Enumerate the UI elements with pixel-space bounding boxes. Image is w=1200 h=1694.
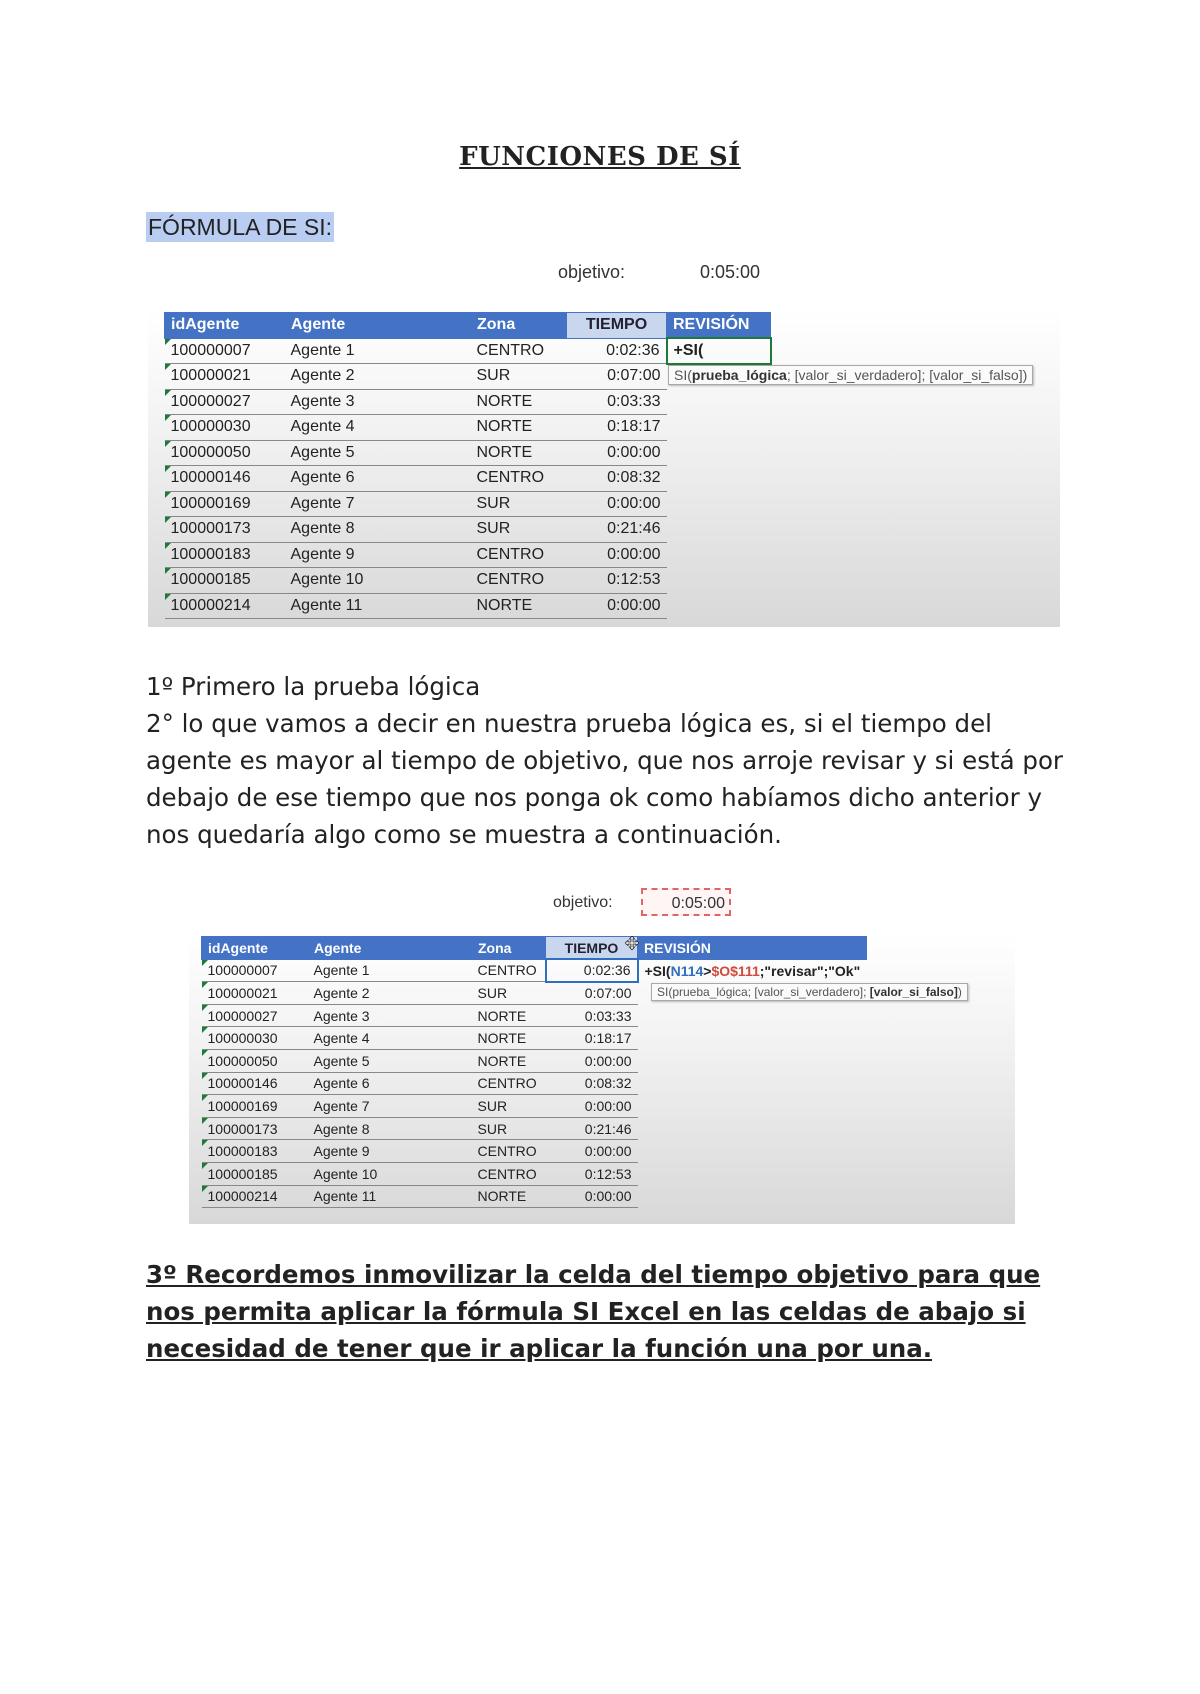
tooltip-end: ) <box>957 985 962 999</box>
agents-table <box>201 936 867 1208</box>
header-zona[interactable]: Zona <box>471 313 567 339</box>
cell-revision[interactable] <box>667 542 771 568</box>
cell-zona[interactable]: CENTRO <box>471 466 567 492</box>
header-revision[interactable]: REVISIÓN <box>667 313 771 339</box>
cell-tiempo[interactable]: 0:08:32 <box>546 1072 638 1095</box>
table-row <box>202 1049 867 1072</box>
cell-revision[interactable] <box>667 338 771 364</box>
cell-revision[interactable] <box>667 491 771 517</box>
cell-zona[interactable]: NORTE <box>472 1185 546 1208</box>
table-row <box>202 1162 867 1185</box>
formula-ref-objetivo: $O$111 <box>711 962 760 979</box>
table-row <box>202 1117 867 1140</box>
cell-agente[interactable]: Agente 7 <box>285 491 471 517</box>
agents-table <box>164 312 772 619</box>
cell-revision[interactable] <box>638 1004 867 1027</box>
cell-tiempo[interactable]: 0:00:00 <box>546 1049 638 1072</box>
cell-zona[interactable]: CENTRO <box>471 338 567 364</box>
cell-zona[interactable]: NORTE <box>471 440 567 466</box>
cell-zona[interactable]: NORTE <box>472 1049 546 1072</box>
cell-agente[interactable]: Agente 4 <box>285 415 471 441</box>
formula-ref-tiempo: N114 <box>670 962 704 979</box>
table-row <box>165 440 771 466</box>
cell-idagente[interactable]: 100000030 <box>165 415 285 441</box>
cell-tiempo[interactable]: 0:12:53 <box>546 1162 638 1185</box>
cell-idagente[interactable]: 100000173 <box>165 517 285 543</box>
cell-agente[interactable]: Agente 11 <box>308 1185 472 1208</box>
cell-revision[interactable] <box>667 415 771 441</box>
header-agente[interactable]: Agente <box>285 313 471 339</box>
excel-screenshot-2 <box>189 888 1015 1224</box>
cell-idagente[interactable]: 100000183 <box>202 1140 308 1163</box>
cell-agente[interactable]: Agente 5 <box>308 1049 472 1072</box>
cell-zona[interactable]: NORTE <box>471 415 567 441</box>
step-2-text: 2° lo que vamos a decir en nuestra prueba lógica es, si el tiempo del agente es mayor al tiempo de objetivo, que nos arroje revisar y si está por debajo de ese tiempo que nos ponga ok como habíamos dicho anterior y nos quedaría algo como se muestra a continuación. <box>146 709 1064 849</box>
cell-zona[interactable]: CENTRO <box>472 959 546 982</box>
cell-revision[interactable] <box>638 1185 867 1208</box>
tooltip-arg-logical-test[interactable]: prueba_lógica <box>691 367 787 383</box>
cell-idagente[interactable]: 100000021 <box>165 364 285 390</box>
header-idagente[interactable]: idAgente <box>202 937 308 960</box>
table-row <box>202 1004 867 1027</box>
cell-idagente[interactable]: 100000169 <box>202 1095 308 1118</box>
cell-idagente[interactable]: 100000185 <box>165 568 285 594</box>
cell-tiempo[interactable]: 0:18:17 <box>567 415 667 441</box>
cell-zona[interactable]: CENTRO <box>472 1162 546 1185</box>
cell-tiempo[interactable]: 0:00:00 <box>567 542 667 568</box>
cell-revision[interactable] <box>638 1072 867 1095</box>
cell-agente[interactable]: Agente 3 <box>285 389 471 415</box>
cell-revision[interactable] <box>638 1095 867 1118</box>
table-row <box>202 1027 867 1050</box>
document-title: FUNCIONES DE SÍ <box>459 142 741 172</box>
function-tooltip <box>668 365 1033 385</box>
cell-revision[interactable] <box>638 959 867 982</box>
cell-idagente[interactable]: 100000030 <box>202 1027 308 1050</box>
table-row <box>165 542 771 568</box>
header-tiempo[interactable]: TIEMPO <box>567 313 667 339</box>
table-row <box>165 338 771 364</box>
cell-idagente[interactable]: 100000027 <box>202 1004 308 1027</box>
cell-zona[interactable]: CENTRO <box>472 1072 546 1095</box>
cell-tiempo[interactable]: 0:02:36 <box>546 959 638 982</box>
cell-idagente[interactable]: 100000169 <box>165 491 285 517</box>
formula-suffix: ;"revisar";"Ok" <box>759 962 861 979</box>
cell-tiempo[interactable]: 0:12:53 <box>567 568 667 594</box>
cell-zona[interactable]: SUR <box>471 364 567 390</box>
cell-zona[interactable]: CENTRO <box>471 542 567 568</box>
step-3-note: 3º Recordemos inmovilizar la celda del tiempo objetivo para que nos permita aplicar la fórmula SI Excel en las celdas de abajo si necesidad de tener que ir aplicar la función una por una. <box>146 1260 1041 1363</box>
cell-zona[interactable]: SUR <box>472 982 546 1005</box>
tooltip-fn: SI( <box>674 367 692 383</box>
cell-idagente[interactable]: 100000007 <box>165 338 285 364</box>
table-row <box>165 568 771 594</box>
cell-revision[interactable] <box>638 1049 867 1072</box>
cell-agente[interactable]: Agente 10 <box>308 1162 472 1185</box>
cell-idagente[interactable]: 100000214 <box>202 1185 308 1208</box>
table-row <box>165 491 771 517</box>
cell-tiempo[interactable]: 0:08:32 <box>567 466 667 492</box>
table-row <box>165 389 771 415</box>
cell-tiempo[interactable]: 0:03:33 <box>546 1004 638 1027</box>
cell-zona[interactable]: SUR <box>472 1117 546 1140</box>
formula-prefix: +SI( <box>644 962 671 979</box>
cell-revision[interactable] <box>667 593 771 619</box>
cell-tiempo[interactable]: 0:02:36 <box>567 338 667 364</box>
cell-tiempo[interactable]: 0:00:00 <box>546 1185 638 1208</box>
objective-value-referenced[interactable]: 0:05:00 <box>641 888 731 916</box>
cell-tiempo[interactable]: 0:07:00 <box>567 364 667 390</box>
cell-agente[interactable]: Agente 3 <box>308 1004 472 1027</box>
header-zona[interactable]: Zona <box>472 937 546 960</box>
cell-idagente[interactable]: 100000183 <box>165 542 285 568</box>
cell-agente[interactable]: Agente 4 <box>308 1027 472 1050</box>
cell-revision[interactable] <box>667 517 771 543</box>
cell-agente[interactable]: Agente 6 <box>285 466 471 492</box>
cell-zona[interactable]: SUR <box>472 1095 546 1118</box>
header-agente[interactable]: Agente <box>308 937 472 960</box>
cell-idagente[interactable]: 100000021 <box>202 982 308 1005</box>
cell-idagente[interactable]: 100000173 <box>202 1117 308 1140</box>
cell-agente[interactable]: Agente 9 <box>308 1140 472 1163</box>
cell-idagente[interactable]: 100000185 <box>202 1162 308 1185</box>
cell-agente[interactable]: Agente 6 <box>308 1072 472 1095</box>
cell-revision[interactable] <box>638 1117 867 1140</box>
cell-agente[interactable]: Agente 9 <box>285 542 471 568</box>
cell-idagente[interactable]: 100000146 <box>202 1072 308 1095</box>
cell-agente[interactable]: Agente 8 <box>308 1117 472 1140</box>
table-row <box>165 466 771 492</box>
header-revision[interactable]: REVISIÓN <box>638 937 867 960</box>
step-1-text: 1º Primero la prueba lógica <box>146 672 481 701</box>
cell-idagente[interactable]: 100000146 <box>165 466 285 492</box>
cell-zona[interactable]: CENTRO <box>472 1140 546 1163</box>
cell-revision[interactable] <box>667 440 771 466</box>
cell-revision[interactable] <box>638 1140 867 1163</box>
table-row <box>202 1185 867 1208</box>
cell-revision[interactable] <box>667 466 771 492</box>
cell-zona[interactable]: SUR <box>471 491 567 517</box>
cell-agente[interactable]: Agente 2 <box>285 364 471 390</box>
table-row <box>202 959 867 982</box>
table-row <box>202 1072 867 1095</box>
cell-idagente[interactable]: 100000007 <box>202 959 308 982</box>
cell-revision[interactable] <box>638 1162 867 1185</box>
cell-agente[interactable]: Agente 5 <box>285 440 471 466</box>
header-idagente[interactable]: idAgente <box>165 313 285 339</box>
cell-tiempo[interactable]: 0:00:00 <box>546 1095 638 1118</box>
cell-zona[interactable]: NORTE <box>472 1004 546 1027</box>
cell-zona[interactable]: NORTE <box>471 593 567 619</box>
cell-tiempo[interactable]: 0:07:00 <box>546 982 638 1005</box>
table-header-row <box>165 313 771 339</box>
table-row <box>202 1140 867 1163</box>
header-tiempo[interactable]: TIEMPO <box>546 937 638 960</box>
cell-idagente[interactable]: 100000050 <box>165 440 285 466</box>
table-row <box>202 1095 867 1118</box>
objective-label: objetivo: <box>553 894 613 911</box>
cell-zona[interactable]: SUR <box>471 517 567 543</box>
cell-agente[interactable]: Agente 1 <box>308 959 472 982</box>
cell-tiempo[interactable]: 0:00:00 <box>567 593 667 619</box>
table-row <box>165 517 771 543</box>
cell-zona[interactable]: NORTE <box>471 389 567 415</box>
cell-revision[interactable] <box>667 389 771 415</box>
objective-label: objetivo: <box>558 262 626 282</box>
objective-value: 0:05:00 <box>700 262 761 282</box>
function-tooltip <box>651 983 968 1001</box>
cell-revision[interactable] <box>667 568 771 594</box>
tooltip-start: SI(prueba_lógica; [valor_si_verdadero]; <box>657 985 870 999</box>
cell-zona[interactable]: CENTRO <box>471 568 567 594</box>
explanation <box>146 668 1076 853</box>
excel-screenshot-1 <box>148 262 1060 627</box>
tooltip-arg-value-if-false[interactable]: [valor_si_falso] <box>869 985 958 999</box>
cell-tiempo[interactable]: 0:03:33 <box>567 389 667 415</box>
cell-agente[interactable]: Agente 10 <box>285 568 471 594</box>
table-row <box>165 593 771 619</box>
cell-tiempo[interactable]: 0:21:46 <box>546 1117 638 1140</box>
cell-zona[interactable]: NORTE <box>472 1027 546 1050</box>
tooltip-rest: ; [valor_si_verdadero]; [valor_si_falso]) <box>786 367 1028 383</box>
cell-idagente[interactable]: 100000050 <box>202 1049 308 1072</box>
cell-agente[interactable]: Agente 1 <box>285 338 471 364</box>
move-cursor-icon <box>625 936 639 950</box>
cell-tiempo[interactable]: 0:21:46 <box>567 517 667 543</box>
section-subtitle: FÓRMULA DE SI: <box>148 214 333 240</box>
cell-agente[interactable]: Agente 2 <box>308 982 472 1005</box>
cell-idagente[interactable]: 100000027 <box>165 389 285 415</box>
formula-text: +SI( <box>673 341 704 359</box>
cell-revision[interactable] <box>638 1027 867 1050</box>
formula-operator: > <box>703 962 712 979</box>
cell-tiempo[interactable]: 0:00:00 <box>546 1140 638 1163</box>
cell-tiempo[interactable]: 0:18:17 <box>546 1027 638 1050</box>
cell-agente[interactable]: Agente 7 <box>308 1095 472 1118</box>
table-row <box>165 415 771 441</box>
cell-tiempo[interactable]: 0:00:00 <box>567 440 667 466</box>
cell-idagente[interactable]: 100000214 <box>165 593 285 619</box>
cell-agente[interactable]: Agente 8 <box>285 517 471 543</box>
table-header-row <box>202 937 867 960</box>
cell-tiempo[interactable]: 0:00:00 <box>567 491 667 517</box>
cell-agente[interactable]: Agente 11 <box>285 593 471 619</box>
